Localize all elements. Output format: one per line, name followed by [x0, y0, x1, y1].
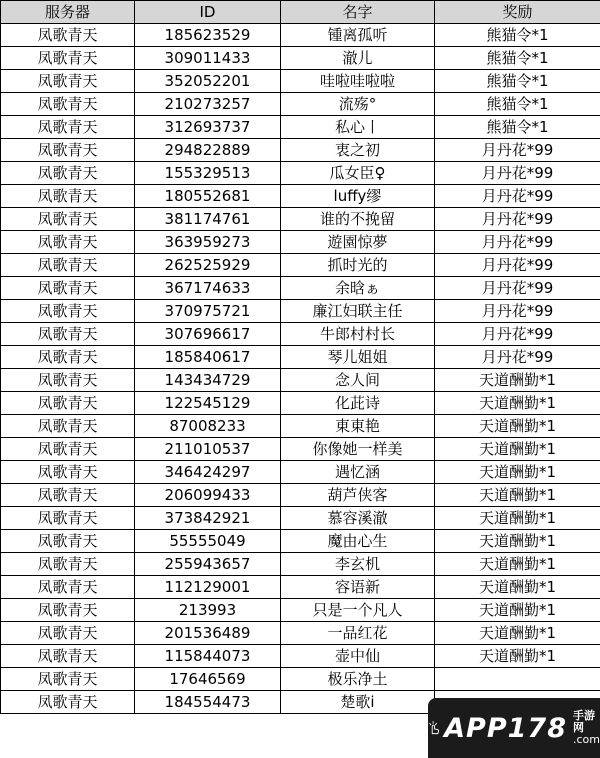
table-row: [1, 530, 600, 553]
cell-name: 遊園惊夢: [281, 231, 435, 254]
cell-id: 312693737: [135, 116, 281, 139]
cell-id: 352052201: [135, 70, 281, 93]
cell-reward: 月丹花*99: [435, 346, 600, 369]
table-row: [1, 24, 600, 47]
cell-name: 只是一个凡人: [281, 599, 435, 622]
app178-watermark: [428, 698, 600, 758]
cell-server: 凤歌青天: [1, 346, 135, 369]
table-row: [1, 231, 600, 254]
cell-name: 私心丨: [281, 116, 435, 139]
cell-server: 凤歌青天: [1, 300, 135, 323]
table-row: [1, 438, 600, 461]
header-row: [1, 1, 600, 24]
table-row: [1, 622, 600, 645]
cell-name: 琴儿姐姐: [281, 346, 435, 369]
cell-server: 凤歌青天: [1, 691, 135, 714]
cell-id: 206099433: [135, 484, 281, 507]
cell-reward: 月丹花*99: [435, 162, 600, 185]
table-row: [1, 208, 600, 231]
cell-server: 凤歌青天: [1, 622, 135, 645]
table-row: [1, 277, 600, 300]
cell-name: 遇忆涵: [281, 461, 435, 484]
header-name: 名字: [281, 1, 435, 24]
cell-name: 牛郎村村长: [281, 323, 435, 346]
table-row: [1, 599, 600, 622]
cell-server: 凤歌青天: [1, 461, 135, 484]
cell-name: 慕容溪澈: [281, 507, 435, 530]
cell-reward: 月丹花*99: [435, 231, 600, 254]
cell-name: 壶中仙: [281, 645, 435, 668]
table-row: [1, 139, 600, 162]
cell-id: 185840617: [135, 346, 281, 369]
cell-id: 211010537: [135, 438, 281, 461]
cell-reward: 天道酬勤*1: [435, 415, 600, 438]
cell-reward: 熊猫令*1: [435, 47, 600, 70]
table-row: [1, 553, 600, 576]
cell-server: 凤歌青天: [1, 70, 135, 93]
table-row: [1, 392, 600, 415]
table-row: [1, 645, 600, 668]
cell-server: 凤歌青天: [1, 185, 135, 208]
cell-id: 17646569: [135, 668, 281, 691]
table-row: [1, 507, 600, 530]
table-row: [1, 116, 600, 139]
cell-name: 葫芦侠客: [281, 484, 435, 507]
cell-server: 凤歌青天: [1, 484, 135, 507]
cell-id: 307696617: [135, 323, 281, 346]
cell-name: luffy缪: [281, 185, 435, 208]
cell-server: 凤歌青天: [1, 162, 135, 185]
cell-id: 294822889: [135, 139, 281, 162]
cell-reward: 月丹花*99: [435, 254, 600, 277]
table-row: [1, 70, 600, 93]
cell-id: 143434729: [135, 369, 281, 392]
cell-server: 凤歌青天: [1, 231, 135, 254]
cell-name: 一品红花: [281, 622, 435, 645]
cell-id: 262525929: [135, 254, 281, 277]
cell-name: 你像她一样美: [281, 438, 435, 461]
table-row: [1, 185, 600, 208]
cell-reward: 月丹花*99: [435, 208, 600, 231]
header-reward: 奖励: [435, 1, 600, 24]
cell-server: 凤歌青天: [1, 139, 135, 162]
cell-reward: 熊猫令*1: [435, 70, 600, 93]
cell-name: 锺离孤听: [281, 24, 435, 47]
cell-name: 東東艳: [281, 415, 435, 438]
cell-id: 55555049: [135, 530, 281, 553]
cell-id: 210273257: [135, 93, 281, 116]
cell-reward: 天道酬勤*1: [435, 507, 600, 530]
table-row: [1, 369, 600, 392]
cell-server: 凤歌青天: [1, 369, 135, 392]
cell-reward: 月丹花*99: [435, 185, 600, 208]
watermark-domain: .com: [573, 733, 600, 746]
cell-reward: 月丹花*99: [435, 300, 600, 323]
table-row: [1, 346, 600, 369]
cell-server: 凤歌青天: [1, 553, 135, 576]
cell-reward: 月丹花*99: [435, 277, 600, 300]
cell-id: 115844073: [135, 645, 281, 668]
cell-reward: 熊猫令*1: [435, 93, 600, 116]
cell-id: 213993: [135, 599, 281, 622]
cell-name: 极乐净土: [281, 668, 435, 691]
cell-server: 凤歌青天: [1, 24, 135, 47]
cell-reward: [435, 668, 600, 691]
cell-reward: 天道酬勤*1: [435, 461, 600, 484]
table-row: [1, 162, 600, 185]
cell-server: 凤歌青天: [1, 507, 135, 530]
cell-name: 哇啦哇啦啦: [281, 70, 435, 93]
cell-server: 凤歌青天: [1, 576, 135, 599]
cell-server: 凤歌青天: [1, 208, 135, 231]
cell-reward: 天道酬勤*1: [435, 369, 600, 392]
table-row: [1, 484, 600, 507]
cell-server: 凤歌青天: [1, 47, 135, 70]
cell-name: 李玄机: [281, 553, 435, 576]
cell-reward: 天道酬勤*1: [435, 438, 600, 461]
table-row: [1, 47, 600, 70]
cell-id: 87008233: [135, 415, 281, 438]
table-row: [1, 300, 600, 323]
table-row: [1, 415, 600, 438]
cell-id: 370975721: [135, 300, 281, 323]
cell-server: 凤歌青天: [1, 438, 135, 461]
cell-server: 凤歌青天: [1, 599, 135, 622]
table-row: [1, 668, 600, 691]
cell-id: 185623529: [135, 24, 281, 47]
cell-id: 363959273: [135, 231, 281, 254]
header-id: ID: [135, 1, 281, 24]
table-body: [1, 24, 600, 714]
cell-id: 373842921: [135, 507, 281, 530]
cell-name: 流殇°: [281, 93, 435, 116]
cell-name: 魔由心生: [281, 530, 435, 553]
cell-reward: 天道酬勤*1: [435, 645, 600, 668]
cell-id: 255943657: [135, 553, 281, 576]
cell-id: 346424297: [135, 461, 281, 484]
cell-id: 184554473: [135, 691, 281, 714]
cell-server: 凤歌青天: [1, 668, 135, 691]
cell-name: 念人间: [281, 369, 435, 392]
cell-name: 衷之初: [281, 139, 435, 162]
cell-id: 122545129: [135, 392, 281, 415]
cell-reward: 天道酬勤*1: [435, 392, 600, 415]
cell-name: 余晗ぁ: [281, 277, 435, 300]
cell-server: 凤歌青天: [1, 415, 135, 438]
cell-reward: 熊猫令*1: [435, 24, 600, 47]
header-server: 服务器: [1, 1, 135, 24]
cell-id: 155329513: [135, 162, 281, 185]
watermark-cn: 手游网: [573, 709, 595, 734]
hand-cursor-icon: [428, 713, 440, 743]
cell-reward: 天道酬勤*1: [435, 576, 600, 599]
cell-reward: 月丹花*99: [435, 323, 600, 346]
cell-id: 201536489: [135, 622, 281, 645]
cell-reward: 天道酬勤*1: [435, 530, 600, 553]
cell-name: 楚歌i: [281, 691, 435, 714]
cell-server: 凤歌青天: [1, 645, 135, 668]
cell-name: 容语新: [281, 576, 435, 599]
cell-server: 凤歌青天: [1, 116, 135, 139]
cell-server: 凤歌青天: [1, 530, 135, 553]
cell-reward: 天道酬勤*1: [435, 484, 600, 507]
cell-id: 180552681: [135, 185, 281, 208]
cell-server: 凤歌青天: [1, 254, 135, 277]
cell-reward: 天道酬勤*1: [435, 622, 600, 645]
cell-reward: 天道酬勤*1: [435, 599, 600, 622]
cell-name: 化茈诗: [281, 392, 435, 415]
cell-id: 309011433: [135, 47, 281, 70]
cell-name: 谁的不挽留: [281, 208, 435, 231]
cell-name: 廉江妇联主任: [281, 300, 435, 323]
cell-server: 凤歌青天: [1, 392, 135, 415]
table-row: [1, 323, 600, 346]
watermark-brand: APP178: [444, 712, 567, 744]
table-row: [1, 254, 600, 277]
cell-name: 瓜女臣♀: [281, 162, 435, 185]
table-row: [1, 576, 600, 599]
cell-reward: 天道酬勤*1: [435, 553, 600, 576]
cell-server: 凤歌青天: [1, 93, 135, 116]
cell-name: 澈儿: [281, 47, 435, 70]
cell-id: 112129001: [135, 576, 281, 599]
table-row: [1, 93, 600, 116]
cell-id: 367174633: [135, 277, 281, 300]
cell-id: 381174761: [135, 208, 281, 231]
cell-server: 凤歌青天: [1, 277, 135, 300]
cell-reward: 月丹花*99: [435, 139, 600, 162]
cell-server: 凤歌青天: [1, 323, 135, 346]
table-row: [1, 461, 600, 484]
cell-name: 抓时光的: [281, 254, 435, 277]
cell-reward: 熊猫令*1: [435, 116, 600, 139]
